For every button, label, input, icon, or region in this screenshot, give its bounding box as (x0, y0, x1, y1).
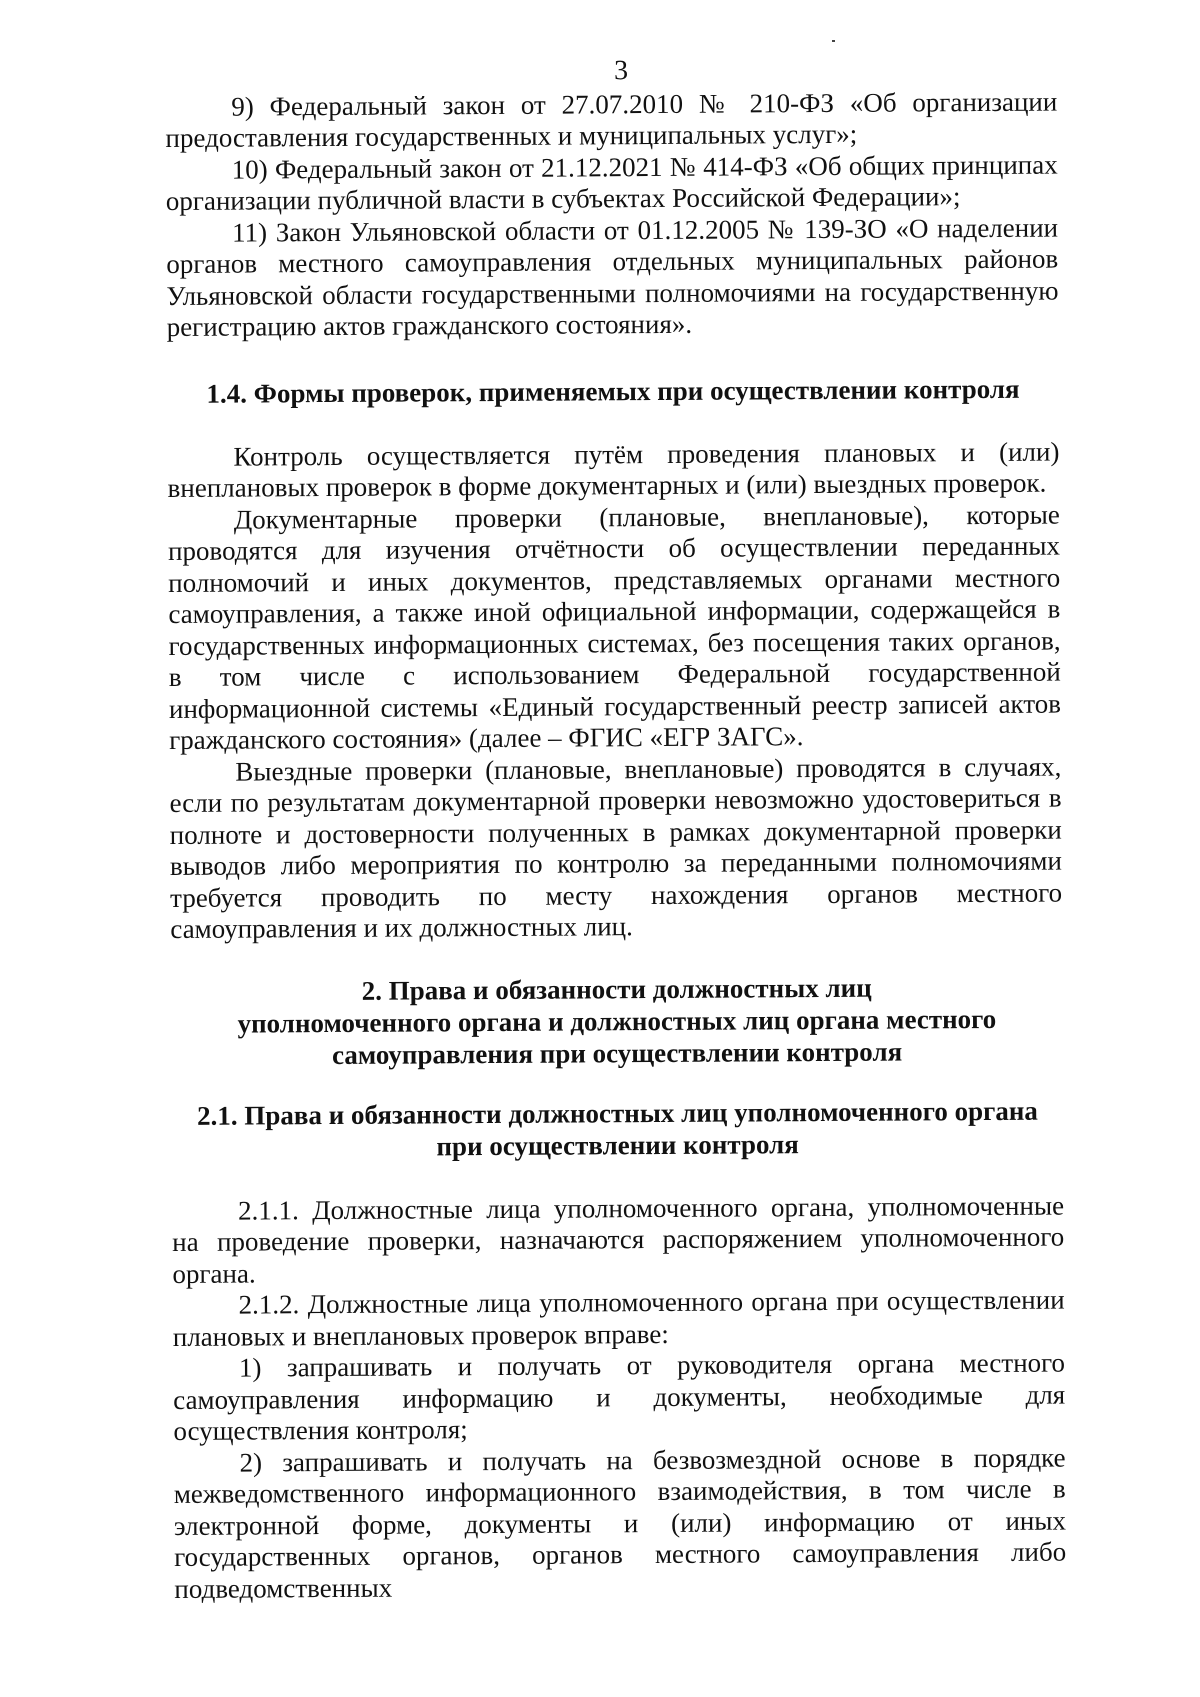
section-2-1-heading (171, 1094, 1063, 1163)
section-2-heading (171, 970, 1064, 1071)
list-item-11: 11) Закон Ульяновской области от 01.12.2005 № 139-ЗО «О наделении органов местного самоуправления отдельных муниципальных районов Ульяновской области государственными полномочиями на государственную регистрацию актов гражданского состояния». (166, 212, 1059, 342)
list-item-9: 9) Федеральный закон от 27.07.2010 № 210-ФЗ «Об организации предоставления государственных и муниципальных услуг»; (165, 86, 1058, 153)
section-1-4-paragraph-2: Документарные проверки (плановые, внеплановые), которые проводятся для изучения отчётности об осуществлении переданных полномочий и иных документов, представляемых органами местного самоуправления, а также иной официальной информации, содержащейся в государственных информационных системах, без посещения таких органов, в том числе с использованием Федеральной государственной информационной системы «Единый государственный реестр записей актов гражданского состояния» (далее – ФГИС «ЕГР ЗАГС». (167, 499, 1062, 755)
clause-2-1-2: 2.1.2. Должностные лица уполномоченного органа при осуществлении плановых и внеплановых проверок вправе: (172, 1284, 1065, 1352)
page-number: 3 (613, 55, 629, 87)
clause-2-1-2-item-2: 2) запрашивать и получать на безвозмездной основе в порядке межведомственного информационного взаимодействия, в том числе в электронной форме, документы и (или) информацию от иных государственных органов, органов местного самоуправления либо подведомственных (173, 1442, 1067, 1604)
clause-2-1-2-item-1: 1) запрашивать и получать от руководителя органа местного самоуправления информацию и документы, необходимые для осуществления контроля; (173, 1347, 1066, 1446)
section-2-1-heading-line: при осуществлении контроля (436, 1128, 799, 1161)
section-2-1-heading-line: 2.1. Права и обязанности должностных лиц уполномоченного органа (196, 1095, 1038, 1131)
section-2-heading-line: самоуправления при осуществлении контроля (331, 1036, 903, 1070)
section-1-4-paragraph-3: Выездные проверки (плановые, внеплановые) проводятся в случаях, если по результатам документарной проверки невозможно удостовериться в полноте и достоверности полученных в рамках документарной проверки выводов либо мероприятия по контролю за переданными полномочиями требуется проводить по месту нахождения органов местного самоуправления и их должностных лиц. (169, 751, 1063, 944)
list-item-10: 10) Федеральный закон от 21.12.2021 № 414-ФЗ «Об общих принципах организации публичной власти в субъектах Российской Федерации»; (165, 149, 1058, 216)
section-2-heading-line: 2. Права и обязанности должностных лиц (361, 972, 872, 1006)
scan-speck (832, 40, 835, 42)
section-1-4-paragraph-1: Контроль осуществляется путём проведения плановых и (или) внеплановых проверок в форме документарных и (или) выездных проверок. (167, 436, 1060, 503)
section-1-4-heading: 1.4. Формы проверок, применяемых при осуществлении контроля (206, 373, 1020, 409)
page-content (165, 53, 1066, 1605)
section-2-heading-line: уполномоченного органа и должностных лиц органа местного (237, 1003, 997, 1039)
clause-2-1-1: 2.1.1. Должностные лица уполномоченного органа, уполномоченные на проведение проверки, назначаются распоряжением уполномоченного органа. (172, 1190, 1065, 1289)
